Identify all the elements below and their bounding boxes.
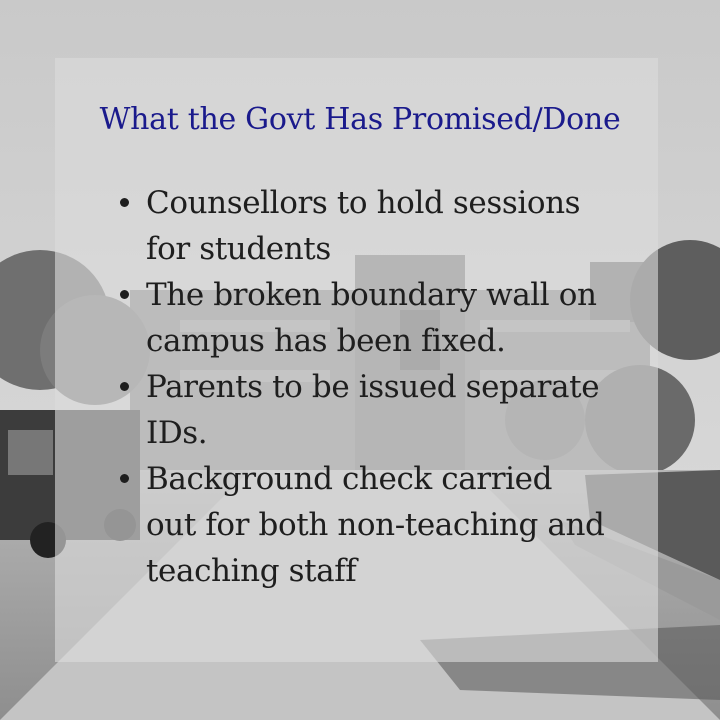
bullet-dot-icon [120,474,129,483]
bullet-text: Background check carried out for both non-teaching and teaching staff [146,461,605,589]
bullet-item [110,180,610,272]
bullet-dot-icon [120,290,129,299]
bullet-item [110,272,610,364]
bullet-item [110,456,610,594]
bullet-text: Parents to be issued separate IDs. [146,369,600,451]
bullet-dot-icon [120,382,129,391]
bullet-list [110,180,610,594]
heading: What the Govt Has Promised/Done [99,102,621,137]
bullet-item [110,364,610,456]
bullet-text: Counsellors to hold sessions for students [146,185,581,267]
bullet-text: The broken boundary wall on campus has been fixed. [146,277,597,359]
bullet-dot-icon [120,198,129,207]
